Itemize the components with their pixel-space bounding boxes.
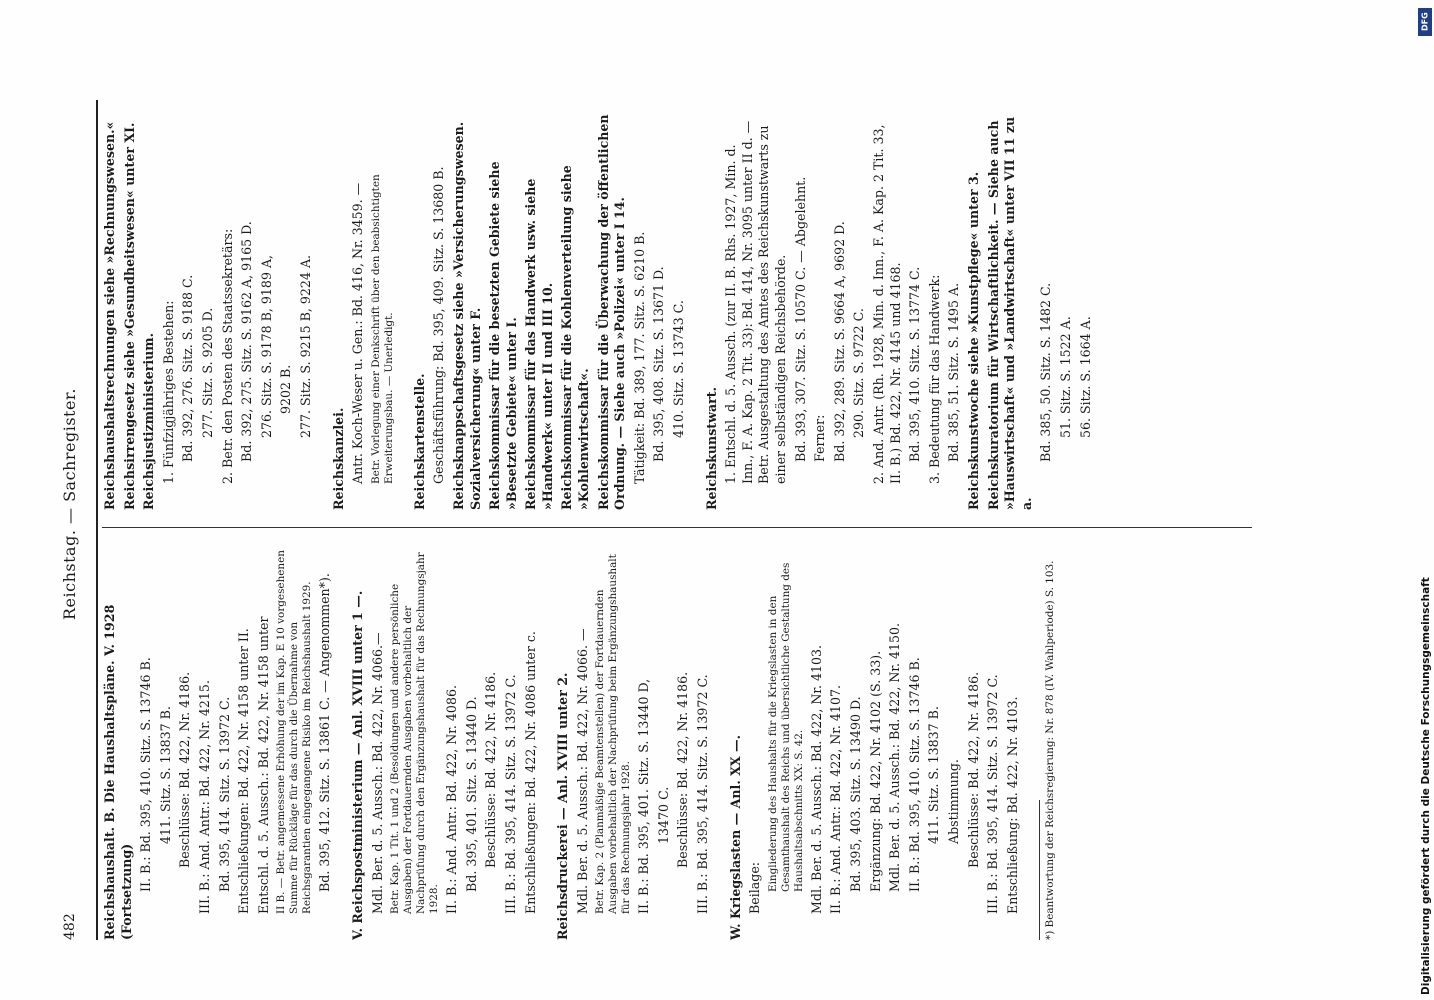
- index-line: Bd. 395, 401. Sitz. S. 13440 D.: [463, 696, 479, 892]
- index-heading: Reichskommissar für die Überwachung der öffentlichen Ordnung. — Siehe auch »Polizei« unter I 14.: [595, 114, 628, 510]
- left-column: [102, 544, 1272, 940]
- index-line: II. B.: Bd. 395, 401. Sitz. S. 13440 D,: [636, 678, 652, 914]
- right-column: [102, 114, 1272, 510]
- index-line: Betr. Vorlegung einer Denkschrift über den beabsichtigten Erweiterungsbau. — Unerledigt.: [369, 174, 395, 484]
- index-heading: Reichsknappschaftsgesetz siehe »Versicherungswesen. Sozialversicherung« unter F.: [450, 121, 483, 510]
- index-heading: W. Kriegslasten — Anl. XX —.: [727, 735, 743, 940]
- index-line: 2. And. Antr. (Rh. 1928, Min. d. Inn., F. A. Kap. 2 Tit. 33, II. B.) Bd. 422, Nr. 4145 und 4168.: [870, 124, 903, 484]
- index-heading: Reichsjustizministerium.: [141, 333, 157, 510]
- index-line: [318, 114, 328, 510]
- index-heading: Reichsdruckerei — Anl. XVIII unter 2.: [555, 672, 571, 940]
- index-line: [542, 544, 552, 940]
- index-line: II B. — Betr. angemessene Erhöhung der im Kap. E 10 vorgesehenen Summe für Rückläge für das durch die Übernahme von Reichsgarantien eingegangene Risiko im Reichshaushalt 1929.: [275, 550, 314, 914]
- index-line: III. B.: And. Antr.: Bd. 422, Nr. 4215.: [196, 680, 212, 914]
- index-line: 277. Sitz. S. 9215 B, 9224 A.: [297, 254, 313, 438]
- index-line: Tätigkeit: Bd. 389, 177. Sitz. S. 6210 B.: [631, 231, 647, 484]
- index-line: Entschließungen: Bd. 422, Nr. 4086 unter c.: [522, 631, 538, 914]
- index-line: Beschlüsse: Bd. 422, Nr. 4186.: [177, 671, 193, 868]
- index-heading: Reichskunstwart.: [703, 387, 719, 510]
- funding-notice: Digitalisierung gefördert durch die Deutsche Forschungsgemeinschaft: [1420, 577, 1432, 995]
- column-divider: [102, 527, 1252, 528]
- index-line: 290. Sitz. S. 9722 C.: [851, 308, 867, 438]
- page-number: 482: [62, 913, 78, 940]
- index-line: Bd. 395, 408. Sitz. S. 13671 D.: [651, 266, 667, 462]
- index-line: Bd. 395, 403. Sitz. S. 13490 D.: [848, 696, 864, 892]
- index-line: Bd. 385, 50. Sitz. S. 1482 C.: [1038, 282, 1054, 462]
- footnote-rule: [1039, 800, 1040, 940]
- index-heading: Reichsirrengesetz siehe »Gesundheitswesen« unter XI.: [121, 122, 137, 510]
- index-line: Beschlüsse: Bd. 422, Nr. 4186.: [675, 671, 691, 868]
- index-line: [399, 114, 409, 510]
- index-line: Abstimmung.: [946, 759, 961, 844]
- index-line: Eingliederung des Haushalts für die Kriegslasten in den Gesamthaushalt des Reichs und übersichtliche Gestaltung des Haushaltsabschnitts XX: S. 42.: [766, 562, 805, 892]
- index-line: Mdl. Ber. d. 5. Aussch.: Bd. 422, Nr. 4103.: [808, 644, 824, 914]
- index-line: [337, 544, 347, 940]
- index-heading: Reichshaushalt. B. Die Haushaltspläne. V. 1928 (Fortsetzung): [102, 604, 134, 940]
- index-line: 1. Entschl. d. 5. Aussch. (zur II. B. Rhs. 1927, Min. d. Inn., F. A. Kap. 2 Tit. 33): Bd. 414, Nr. 3095 unter II d. — Betr. Ausgestaltung des Amtes des Reichskunstwarts zu einer selbständigen Reichsbehörde.: [723, 120, 788, 484]
- index-line: Bd. 395, 412. Sitz. S. 13861 C. — Angenommen*).: [317, 573, 333, 892]
- dfg-logo-text: DFG: [1420, 12, 1430, 32]
- index-line: II. B.: And. Antr.: Bd. 422, Nr. 4107.: [828, 685, 844, 914]
- index-heading: Reichshaushaltsrechnungen siehe »Rechnungswesen.«: [102, 121, 117, 510]
- index-line: Bd. 385, 51. Sitz. S. 1495 A.: [946, 282, 962, 462]
- rotated-sheet: [40, 100, 1280, 940]
- index-line: Beschlüsse: Bd. 422, Nr. 4186.: [965, 671, 981, 868]
- index-line: 276. Sitz. S. 9178 B, 9189 A,: [258, 254, 274, 438]
- index-line: [691, 114, 701, 510]
- page-header: [40, 100, 96, 940]
- running-head: Reichstag. — Sachregister.: [60, 388, 79, 620]
- footnote: *) Beantwortung der Reichsregierung: Nr. 878 (IV. Wahlperiode) S. 103.: [1044, 560, 1057, 940]
- index-heading: Reichskommissar für die besetzten Gebiete siehe »Besetzte Gebiete« unter I.: [487, 161, 519, 510]
- index-line: II. B.: And. Antr.: Bd. 422, Nr. 4086.: [444, 685, 460, 914]
- index-line: 3. Bedeutung für das Handwerk:: [926, 274, 942, 484]
- index-line: III. B.: Bd. 395, 414. Sitz. S. 13972 C.: [502, 674, 518, 914]
- index-line: Mdl. Ber. d. 5. Aussch.: Bd. 422, Nr. 4150.: [887, 622, 903, 892]
- index-line: Ferner:: [812, 414, 828, 462]
- index-line: Geschäftsführung: Bd. 395, 409. Sitz. S. 13680 B.: [431, 166, 447, 484]
- index-line: Bd. 392, 275. Sitz. S. 9162 A, 9165 D.: [239, 221, 255, 462]
- header-rule: [96, 100, 98, 940]
- index-line: Entschließung: Bd. 422, Nr. 4103.: [1004, 696, 1020, 914]
- index-line: [715, 544, 725, 940]
- index-heading: Reichskanzlei.: [330, 407, 346, 510]
- index-line: 13470 C.: [655, 786, 671, 844]
- index-line: 51. Sitz. S. 1522 A.: [1057, 316, 1073, 438]
- index-line: Beilage:: [747, 861, 763, 914]
- index-line: Entschl. d. 5. Aussch.: Bd. 422, Nr. 4158 unter: [255, 616, 271, 914]
- index-line: Ergänzung: Bd. 422, Nr. 4102 (S. 33).: [867, 650, 883, 892]
- index-line: III. B.: Bd. 395, 414. Sitz. S. 13972 C.: [695, 674, 711, 914]
- index-line: 56. Sitz. S. 1664 A.: [1077, 316, 1093, 438]
- index-line: 2. Betr. den Posten des Staatssekretärs:: [219, 228, 235, 484]
- index-line: Betr. Kap. 1 Tit. 1 und 2 (Besoldungen und andere persönliche Ausgaben) der Fortdauernden Ausgaben vorbehaltlich der Nachprüfung durch den Ergänzungshaushalt für das Rechnungsjahr 1928.: [389, 552, 441, 914]
- index-line: Mdl. Ber. d. 5. Aussch.: Bd. 422, Nr. 4066.—: [369, 632, 385, 914]
- index-line: 1. Fünfzigjähriges Bestehen:: [160, 300, 176, 484]
- index-line: Mdl. Ber. d. 5. Aussch.: Bd. 422, Nr. 4066. —: [574, 628, 590, 914]
- index-heading: V. Reichspostministerium — Anl. XVIII unter 1 —.: [349, 590, 365, 940]
- index-line: 411. Sitz. S. 13837 B.: [926, 706, 942, 844]
- index-line: Antr. Koch-Weser u. Gen.: Bd. 416, Nr. 3459. —: [350, 182, 366, 484]
- index-heading: Reichskartenstelle.: [411, 373, 427, 510]
- index-line: Bd. 392, 276. Sitz. S. 9188 C.: [180, 274, 196, 462]
- index-line: 277. Sitz. S. 9205 D.: [199, 307, 215, 438]
- index-line: II. B.: Bd. 395, 410. Sitz. S. 13746 B.: [906, 657, 922, 892]
- index-line: II. B.: Bd. 395, 410. Sitz. S. 13746 B.: [138, 657, 154, 892]
- index-line: 410. Sitz. S. 13743 C.: [671, 300, 687, 438]
- index-line: Bd. 393, 307. Sitz. S. 10570 C. — Abgelehnt.: [792, 176, 808, 462]
- index-line: Betr. Kap. 2 (Planmäßige Beamtenstellen) der Fortdauernden Ausgaben vorbehaltlich der Nachprüfung beim Ergänzungshaushalt für das Rechnungsjahr 1928.: [594, 554, 633, 914]
- index-heading: Reichskuratorium für Wirtschaftlichkeit. — Siehe auch »Hauswirtschaft« und »Landwirtschaft« unter VII 11 zu a.: [985, 116, 1034, 510]
- index-line: III. B.: Bd. 395, 414. Sitz. S. 13972 C.: [985, 674, 1001, 914]
- index-line: Bd. 392, 289. Sitz. S. 9664 A, 9692 D.: [831, 221, 847, 462]
- index-heading: Reichskommissar für die Kohlenverteilung siehe »Kohlenwirtschaft«.: [559, 165, 592, 510]
- index-line: Bd. 395, 414. Sitz. S. 13972 C.: [216, 696, 232, 892]
- index-heading: Reichskommissar für das Handwerk usw. siehe »Handwerk« unter II und III 10.: [523, 178, 555, 510]
- index-heading: Reichskunstwoche siehe »Kunstpflege« unter 3.: [965, 171, 981, 510]
- index-line: 411. Sitz. S. 13837 B.: [157, 706, 173, 844]
- index-line: Bd. 395, 410. Sitz. S. 13774 C.: [907, 266, 923, 462]
- index-line: 9202 B.: [278, 364, 294, 414]
- index-line: Entschließungen: Bd. 422, Nr. 4158 unter II.: [236, 628, 252, 914]
- index-line: Beschlüsse: Bd. 422, Nr. 4186.: [483, 671, 499, 868]
